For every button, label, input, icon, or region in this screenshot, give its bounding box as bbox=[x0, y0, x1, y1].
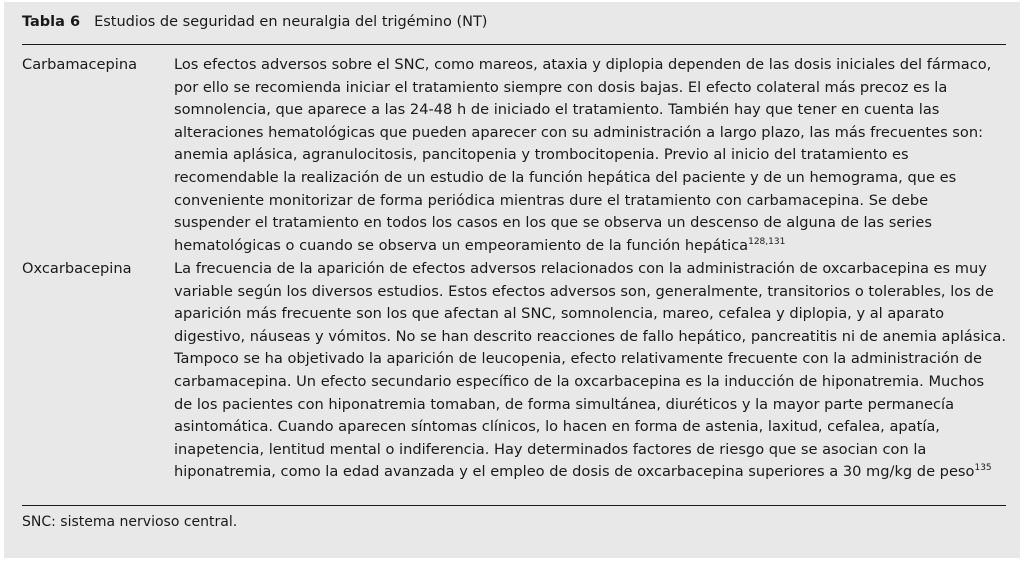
top-rule bbox=[22, 44, 1006, 45]
table-caption bbox=[22, 14, 487, 30]
drug-name: Oxcarbacepina bbox=[22, 260, 132, 277]
safety-text: La frecuencia de la aparición de efectos adversos relacionados con la administración de oxcarbacepina es muy variable según los diversos estudios. Estos efectos adversos son, generalmente, transitorios o tolerables, los de aparición más frecuente son los que afectan al SNC, somnolencia, mareo, cefalea y diplopia, y al aparato digestivo, náuseas y vómitos. No se han descrito reacciones de fallo hepático, pancreatitis ni de anemia aplásica. Tampoco se ha objetivado la aparición de leucopenia, efecto relativamente frecuente con la administración de carbamacepina. Un efecto secundario específico de la oxcarbacepina es la inducción de hiponatremia. Muchos de los pacientes con hiponatremia tomaban, de forma simultánea, diuréticos y la mayor parte permanecía asintomática. Cuando aparecen síntomas clínicos, lo hacen en forma de astenia, laxitud, cefalea, apatía, inapetencia, lentitud mental o indiferencia. Hay determinados factores de riesgo que se asocian con la hiponatremia, como la edad avanzada y el empleo de dosis de oxcarbacepina superiores a 30 mg/kg de peso bbox=[174, 260, 1007, 481]
drug-safety-text bbox=[174, 54, 1006, 257]
drug-safety-text bbox=[174, 258, 1006, 484]
table-footnote: SNC: sistema nervioso central. bbox=[22, 514, 238, 530]
reference-superscript: 128,131 bbox=[748, 236, 786, 247]
reference-superscript: 135 bbox=[974, 463, 992, 474]
table-label: Tabla 6 bbox=[22, 14, 81, 30]
safety-text: Los efectos adversos sobre el SNC, como mareos, ataxia y diplopia dependen de las dosis iniciales del fármaco, por ello se recomienda iniciar el tratamiento siempre con dosis bajas. El efecto colateral más precoz es la somnolencia, que aparece a las 24-48 h de iniciado el tratamiento. También hay que tener en cuenta las alteraciones hematológicas que pueden aparecer con su administración a largo plazo, las más frecuentes son: anemia aplásica, agranulocitosis, pancitopenia y trombocitopenia. Previo al inicio del tratamiento es recomendable la realización de un estudio de la función hepática del paciente y de un hemograma, que es conveniente monitorizar de forma periódica mientras dure el tratamiento con carbamacepina. Se debe suspender el tratamiento en todos los casos en los que se observa un descenso de alguna de las series hematológicas o cuando se observa un empeoramiento de la función hepática bbox=[174, 56, 992, 254]
bottom-rule bbox=[22, 505, 1006, 506]
drug-name: Carbamacepina bbox=[22, 56, 138, 73]
table-panel bbox=[4, 2, 1020, 558]
table-title: Estudios de seguridad en neuralgia del trigémino (NT) bbox=[94, 14, 488, 30]
